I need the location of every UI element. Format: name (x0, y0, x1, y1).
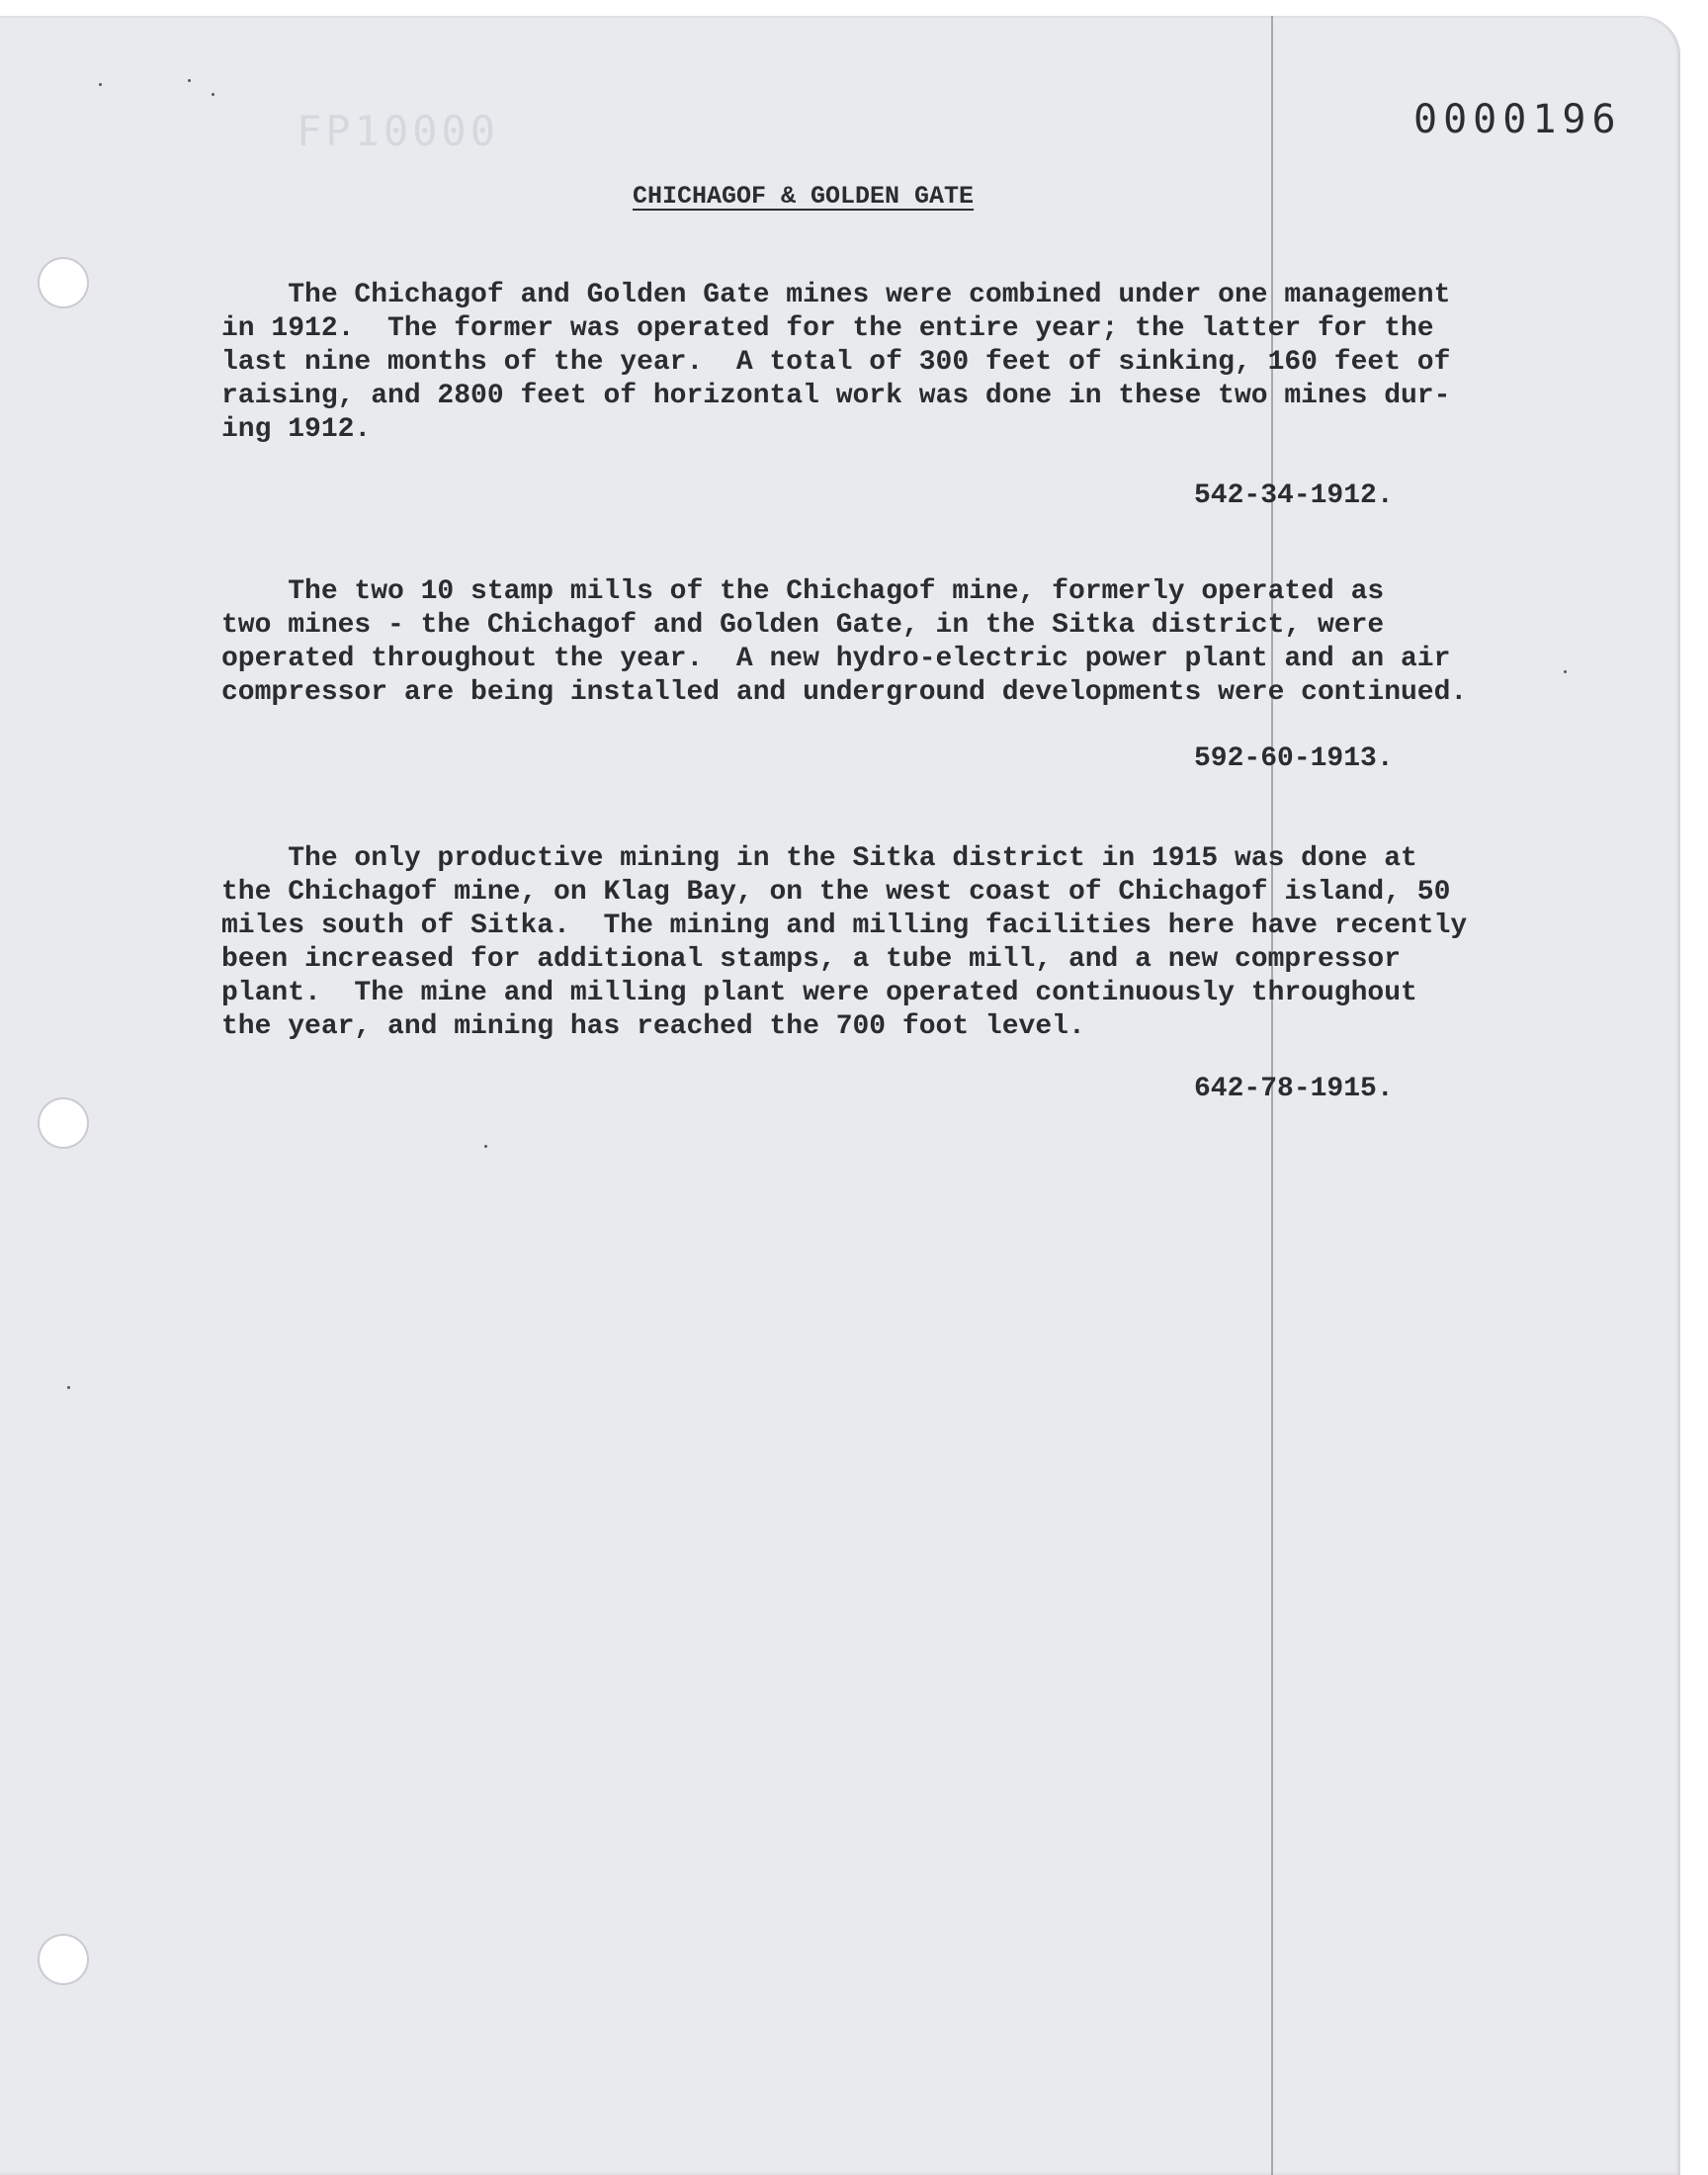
document-title: CHICHAGOF & GOLDEN GATE (633, 182, 975, 211)
text-line: raising, and 2800 feet of horizontal work was done in these two mines dur- (221, 381, 1451, 411)
speck-mark (188, 79, 191, 82)
bleed-through-number: FP10000 (297, 107, 500, 155)
binder-hole-middle (40, 1099, 87, 1147)
text-line: the Chichagof mine, on Klag Bay, on the west coast of Chichagof island, 50 (221, 877, 1451, 908)
speck-mark (212, 93, 214, 96)
text-line: The two 10 stamp mills of the Chichagof mine, formerly operated as (221, 576, 1385, 607)
speck-mark (484, 1145, 487, 1148)
binder-hole-bottom (40, 1936, 87, 1983)
speck-mark (1564, 670, 1567, 673)
text-line: ing 1912. (221, 414, 372, 445)
paragraph-1913 (221, 575, 1467, 710)
text-line: plant. The mine and milling plant were operated continuously throughout (221, 978, 1417, 1008)
text-line: The Chichagof and Golden Gate mines were combined under one management (221, 280, 1451, 310)
paragraph-1912 (221, 279, 1467, 447)
speck-mark (67, 1386, 70, 1389)
text-line: in 1912. The former was operated for the entire year; the latter for the (221, 313, 1434, 344)
paragraph-1915 (221, 842, 1467, 1044)
text-line: operated throughout the year. A new hydro-electric power plant and an air (221, 644, 1451, 674)
binder-hole-top (40, 259, 87, 306)
text-line: miles south of Sitka. The mining and milling facilities here have recently (221, 911, 1468, 941)
text-line: last nine months of the year. A total of 300 feet of sinking, 160 feet of (221, 347, 1451, 378)
page-number: 0000196 (1413, 97, 1622, 142)
text-line: compressor are being installed and underground developments were continued. (221, 677, 1468, 708)
reference-1913: 592-60-1913. (1194, 743, 1394, 774)
text-line: two mines - the Chichagof and Golden Gate, in the Sitka district, were (221, 610, 1385, 641)
text-line: The only productive mining in the Sitka district in 1915 was done at (221, 843, 1417, 874)
text-line: been increased for additional stamps, a tube mill, and a new compressor (221, 944, 1401, 975)
reference-1915: 642-78-1915. (1194, 1074, 1394, 1104)
text-line: the year, and mining has reached the 700 foot level. (221, 1011, 1085, 1042)
reference-1912: 542-34-1912. (1194, 480, 1394, 511)
document-page (0, 16, 1680, 2175)
speck-mark (99, 83, 102, 86)
